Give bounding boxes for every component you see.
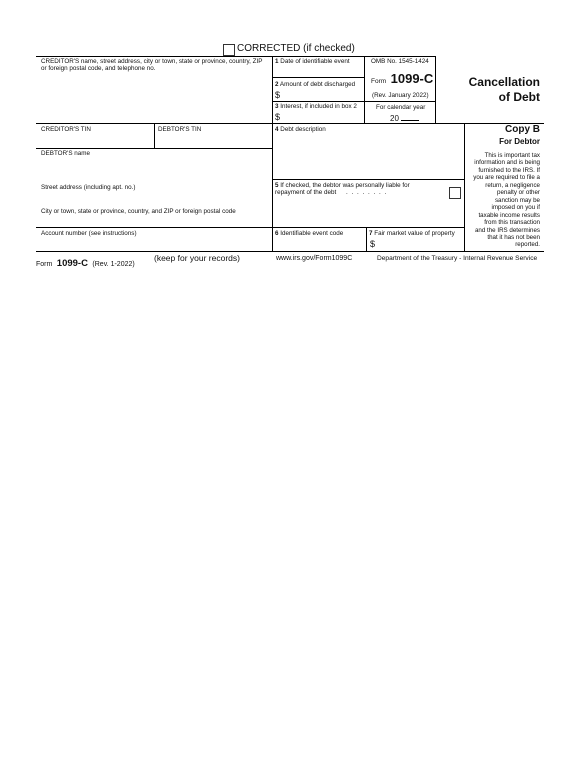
col-divider-omb bbox=[364, 56, 365, 123]
notice-line: reported. bbox=[515, 241, 540, 249]
box4-text: Debt description bbox=[280, 126, 326, 133]
footer-form-number: 1099-C bbox=[56, 258, 88, 269]
form-title-line2: of Debt bbox=[498, 90, 540, 104]
notice-line: sanction may be bbox=[494, 196, 540, 204]
box3-dollar-sign: $ bbox=[275, 112, 281, 122]
footer-keep-records: (keep for your records) bbox=[154, 253, 240, 263]
form-word: Form bbox=[371, 78, 387, 85]
form-number: 1099-C bbox=[390, 71, 434, 86]
box5-text: If checked, the debtor was personally liable for repayment of the debt bbox=[275, 182, 410, 197]
notice-line: you are required to file a bbox=[473, 174, 540, 182]
debtor-name-label: DEBTOR'S name bbox=[41, 150, 91, 157]
debtor-tin-label: DEBTOR'S TIN bbox=[158, 126, 202, 133]
box5-checkbox[interactable] bbox=[449, 187, 461, 199]
row-divider-name bbox=[36, 148, 272, 149]
form-title-line1: Cancellation bbox=[468, 75, 540, 89]
notice-line: and the IRS determines bbox=[474, 226, 540, 234]
notice-line: furnished to the IRS. If bbox=[478, 166, 540, 174]
box6-number: 6 bbox=[275, 230, 279, 237]
footer-form-id bbox=[36, 253, 135, 271]
calendar-year-blank[interactable] bbox=[401, 112, 419, 121]
box3-text: Interest, if included in box 2 bbox=[280, 103, 357, 110]
calendar-year-label: For calendar year bbox=[376, 104, 426, 111]
box3-label bbox=[275, 103, 365, 110]
col-divider-box7 bbox=[366, 227, 367, 251]
important-notice bbox=[466, 152, 540, 249]
box1-label bbox=[275, 58, 363, 65]
notice-line: This is important tax bbox=[484, 152, 540, 159]
street-address-label: Street address (including apt. no.) bbox=[41, 184, 136, 191]
notice-line: taxable income results bbox=[478, 211, 540, 219]
box5-number: 5 bbox=[275, 182, 279, 189]
corrected-label: CORRECTED (if checked) bbox=[237, 43, 355, 54]
notice-line: information and is being bbox=[474, 159, 540, 167]
notice-line: imposed on you if bbox=[491, 204, 540, 212]
box4-label bbox=[275, 126, 326, 133]
copy-b-subtitle: For Debtor bbox=[499, 137, 540, 146]
city-state-label: City or town, state or province, country, and ZIP or foreign postal code bbox=[41, 208, 236, 215]
copy-b-label: Copy B bbox=[505, 124, 540, 135]
footer-revision: (Rev. 1-2022) bbox=[92, 261, 135, 268]
box5-label bbox=[275, 182, 433, 197]
box1-bottom-line bbox=[272, 77, 364, 78]
box7-label bbox=[369, 230, 455, 237]
col-divider-copyb bbox=[464, 123, 465, 251]
box2-label bbox=[275, 81, 365, 88]
account-number-label: Account number (see instructions) bbox=[41, 230, 137, 237]
box1-number: 1 bbox=[275, 58, 279, 65]
col-divider-title bbox=[435, 56, 436, 123]
col-divider-creditor bbox=[272, 56, 273, 251]
box2-text: Amount of debt discharged bbox=[279, 81, 356, 88]
calendar-year-field bbox=[390, 112, 419, 123]
footer-url[interactable]: www.irs.gov/Form1099C bbox=[276, 255, 353, 262]
form-top-border bbox=[36, 56, 435, 57]
box2-dollar-sign: $ bbox=[275, 90, 281, 100]
box2-number: 2 bbox=[275, 81, 279, 88]
box5-dots: . . . . . . . . bbox=[346, 189, 388, 197]
form-bottom-border bbox=[36, 251, 544, 252]
footer-form-word: Form bbox=[36, 261, 53, 268]
form-number-block bbox=[371, 70, 433, 88]
revision-date: (Rev. January 2022) bbox=[372, 92, 429, 99]
box1-text: Date of identifiable event bbox=[280, 58, 350, 65]
box6-label bbox=[275, 230, 343, 237]
calendar-year-prefix: 20 bbox=[390, 114, 399, 123]
box2-bottom-line bbox=[272, 101, 435, 102]
row-divider-box5 bbox=[272, 179, 464, 180]
box7-dollar-sign: $ bbox=[370, 239, 376, 249]
col-divider-tin bbox=[154, 123, 155, 148]
notice-line: from this transaction bbox=[484, 219, 540, 227]
creditor-info-label: CREDITOR'S name, street address, city or town, state or province, country, ZIP or foreign postal code, and telephone no. bbox=[41, 58, 263, 73]
box7-text: Fair market value of property bbox=[374, 230, 455, 237]
box3-number: 3 bbox=[275, 103, 279, 110]
corrected-checkbox[interactable] bbox=[223, 44, 235, 56]
creditor-tin-label: CREDITOR'S TIN bbox=[41, 126, 91, 133]
footer-department: Department of the Treasury - Internal Revenue Service bbox=[377, 255, 538, 262]
omb-number: OMB No. 1545-1424 bbox=[371, 58, 429, 65]
box7-number: 7 bbox=[369, 230, 373, 237]
box6-text: Identifiable event code bbox=[280, 230, 344, 237]
row-divider-account bbox=[36, 227, 464, 228]
notice-line: return, a negligence bbox=[485, 181, 540, 189]
notice-line: that it has not been bbox=[487, 233, 540, 241]
notice-line: penalty or other bbox=[497, 189, 540, 197]
box4-number: 4 bbox=[275, 126, 279, 133]
